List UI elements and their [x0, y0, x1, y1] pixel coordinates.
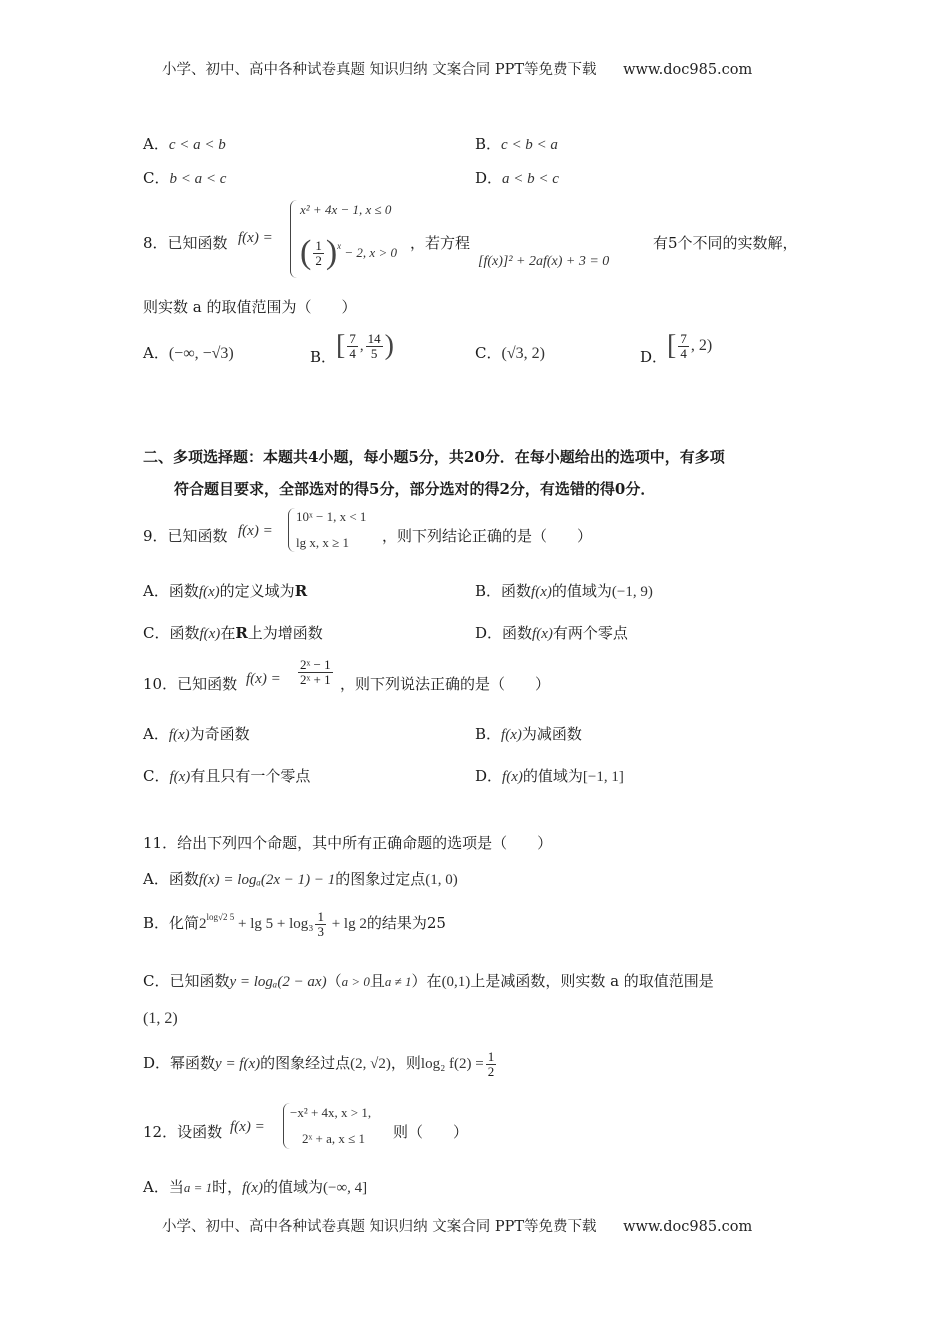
- q10-option-a: A．f(x)为奇函数: [143, 725, 250, 743]
- q8-mid: ，若方程: [410, 234, 471, 252]
- q12-prefix: 12．设函数: [143, 1123, 223, 1141]
- q8-case1: x² + 4x − 1, x ≤ 0: [300, 202, 392, 217]
- q10-option-c: C．f(x)有且只有一个零点: [143, 767, 311, 785]
- q8-suffix: 有5个不同的实数解，: [653, 234, 798, 252]
- q11-option-c: C．已知函数y = logₐ(2 − ax)（a > 0且a ≠ 1）在(0,1)上是减函数，则实数 a 的取值范围是: [143, 972, 714, 990]
- q11-option-d: D．幂函数y = f(x)的图象经过点(2, √2)，则log₂ f(2) = $\frac{1}{2}$: [143, 1049, 495, 1079]
- section2-heading-line1: 二、多项选择题：本题共4小题，每小题5分，共20分．在每小题给出的选项中，有多项: [143, 448, 725, 466]
- q8-equation: [f(x)]² + 2af(x) + 3 = 0: [478, 254, 610, 269]
- q10-option-b: B．f(x)为减函数: [475, 725, 582, 743]
- q9-option-c: C．函数f(x)在R上为增函数: [143, 624, 323, 642]
- q9-case2: lg x, x ≥ 1: [296, 535, 349, 550]
- q12-fx: f(x) =: [230, 1119, 265, 1135]
- q9-case1: 10ˣ − 1, x < 1: [296, 509, 367, 524]
- q9-option-b: B．函数f(x)的值域为(−1, 9): [475, 582, 653, 600]
- q8-option-c: C．(√3, 2): [475, 344, 545, 362]
- q8-option-d: D．[ $\frac{7}{4}$ , 2): [640, 330, 713, 366]
- q7-option-b: B．c < b < a: [475, 135, 558, 153]
- q12-option-a: A．当a = 1时，f(x)的值域为(−∞, 4]: [143, 1178, 368, 1196]
- q7-option-c: C．b < a < c: [143, 169, 227, 187]
- q12-suffix: 则（ ）: [393, 1123, 469, 1141]
- q10-fx: f(x) =: [246, 671, 281, 687]
- q11-stem: 11．给出下列四个命题，其中所有正确命题的选项是（ ）: [143, 834, 553, 852]
- q10-prefix: 10．已知函数: [143, 675, 238, 693]
- q12-case1: −x² + 4x, x > 1,: [290, 1105, 372, 1120]
- q9-brace: [288, 508, 295, 552]
- q8-prefix: 8．已知函数: [143, 234, 228, 252]
- q12-case2: 2ˣ + a, x ≤ 1: [302, 1131, 365, 1146]
- q7-option-a: A．c < a < b: [143, 135, 226, 153]
- q11-option-b: B．化简$2^{log√2 5} + \lg 5 + \log_3$ $\frac{1}{3}$ + lg 2的结果为25: [143, 909, 446, 939]
- page-footer: [162, 1215, 752, 1236]
- q8-brace: [290, 200, 297, 278]
- q8-case2: ( $\frac{1}{2}$ )$^x$ − 2, x > 0: [300, 234, 397, 271]
- header-text: 小学、初中、高中各种试卷真题 知识归纳 文案合同 PPT等免费下载: [162, 62, 597, 78]
- q9-suffix: ，则下列结论正确的是（ ）: [382, 527, 593, 545]
- page-header: [162, 58, 752, 79]
- q11-option-a: A．函数f(x) = logₐ(2x − 1) − 1的图象过定点(1, 0): [143, 870, 458, 888]
- q10-option-d: D．f(x)的值域为[−1, 1]: [475, 767, 624, 785]
- q9-prefix: 9．已知函数: [143, 527, 228, 545]
- section2-heading-line2: 符合题目要求，全部选对的得5分，部分选对的得2分，有选错的得0分．: [174, 480, 656, 498]
- q8-fx: f(x) =: [238, 230, 273, 246]
- q10-fraction: $\frac{\text{2ˣ − 1}}{\text{2ˣ + 1}}$: [300, 657, 331, 687]
- q9-option-a: A．函数f(x)的定义域为R: [143, 582, 308, 600]
- header-site-link[interactable]: www.doc985.com: [623, 62, 753, 78]
- footer-text: 小学、初中、高中各种试卷真题 知识归纳 文案合同 PPT等免费下载: [162, 1219, 597, 1235]
- q8-line2: 则实数 a 的取值范围为（ ）: [143, 298, 357, 316]
- q7-option-d: D．a < b < c: [475, 169, 559, 187]
- q12-brace: [283, 1103, 290, 1149]
- q9-fx: f(x) =: [238, 523, 273, 539]
- q8-option-b: B．[ $\frac{7}{4}$ , $\frac{14}{5}$ ): [310, 330, 394, 366]
- q10-suffix: ，则下列说法正确的是（ ）: [340, 675, 551, 693]
- footer-site-link[interactable]: www.doc985.com: [623, 1219, 753, 1235]
- q11-option-c-line2: (1, 2): [143, 1010, 178, 1027]
- q9-option-d: D．函数f(x)有两个零点: [475, 624, 628, 642]
- q8-option-a: A．(−∞, −√3): [143, 344, 234, 362]
